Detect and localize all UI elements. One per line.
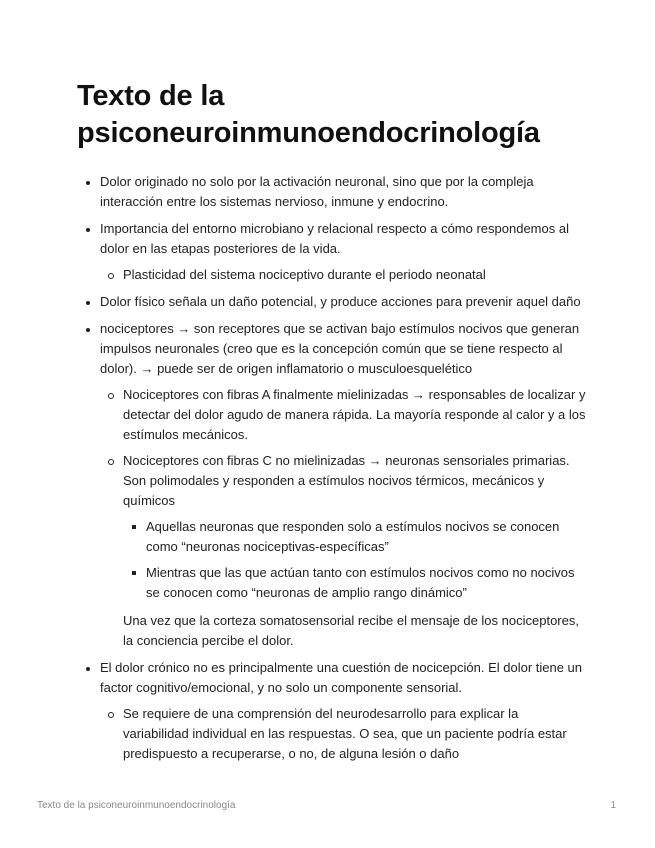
page-title: Texto de la psiconeuroinmunoendocrinología (77, 80, 540, 149)
sub-list-item (100, 265, 587, 285)
sub-list-item-text: Nociceptores con fibras C no mielinizadas → neuronas sensoriales primarias. Son polimodales y responden a estímulos nocivos térmicos, mecánicos y químicos (123, 453, 570, 508)
sub-list-item (100, 451, 587, 651)
sub-list-item (100, 385, 587, 445)
sub-list-item-text: Se requiere de una comprensión del neurodesarrollo para explicar la variabilidad individual en las respuestas. O sea, que un paciente podría estar predispuesto a recuperarse, o no, de alguna lesión o daño (123, 706, 567, 761)
list-item (77, 292, 587, 312)
nested-sub-list-item-text: Mientras que las que actúan tanto con estímulos nocivos como no nocivos se conocen como “neuronas de amplio rango dinámico” (146, 565, 575, 600)
list-item-text: El dolor crónico no es principalmente una cuestión de nocicepción. El dolor tiene un factor cognitivo/emocional, y no solo un componente sensorial. (100, 660, 583, 695)
list-item-text: nociceptores → son receptores que se activan bajo estímulos nocivos que generan impulsos neuronales (creo que es la concepción común que se tiene respecto al dolor). → puede ser de origen inflamatorio o musculoesquelético (100, 321, 580, 376)
footer-page-number: 1 (610, 800, 616, 811)
list-item-text: Dolor originado no solo por la activación neuronal, sino que por la compleja interacción entre los sistemas nervioso, inmune y endocrino. (100, 174, 534, 209)
list-item (77, 172, 587, 212)
sub-list (100, 704, 587, 764)
sub-list-paragraph: Una vez que la corteza somatosensorial recibe el mensaje de los nociceptores, la conciencia percibe el dolor. (123, 613, 579, 648)
bullet-list (77, 172, 587, 764)
nested-sub-list-item (123, 563, 587, 603)
list-item-text: Importancia del entorno microbiano y relacional respecto a cómo respondemos al dolor en las etapas posteriores de la vida. (100, 221, 569, 256)
nested-sub-list-item-text: Aquellas neuronas que responden solo a estímulos nocivos se conocen como “neuronas nociceptivas-específicas” (146, 519, 560, 554)
sub-list (100, 265, 587, 285)
sub-list-item (100, 704, 587, 764)
list-item-text: Dolor físico señala un daño potencial, y produce acciones para prevenir aquel daño (100, 294, 581, 309)
list-item (77, 219, 587, 285)
sub-list (100, 385, 587, 651)
footer-document-title: Texto de la psiconeuroinmunoendocrinología (37, 800, 236, 811)
sub-list-item-text: Plasticidad del sistema nociceptivo durante el periodo neonatal (123, 267, 486, 282)
sub-list-item-text: Nociceptores con fibras A finalmente mielinizadas → responsables de localizar y detectar del dolor agudo de manera rápida. La mayoría responde al calor y a los estímulos mecánicos. (123, 387, 586, 442)
nested-sub-list-item (123, 517, 587, 557)
list-item (77, 658, 587, 764)
list-item (77, 319, 587, 651)
nested-sub-list (123, 517, 587, 603)
document-body (77, 172, 587, 771)
